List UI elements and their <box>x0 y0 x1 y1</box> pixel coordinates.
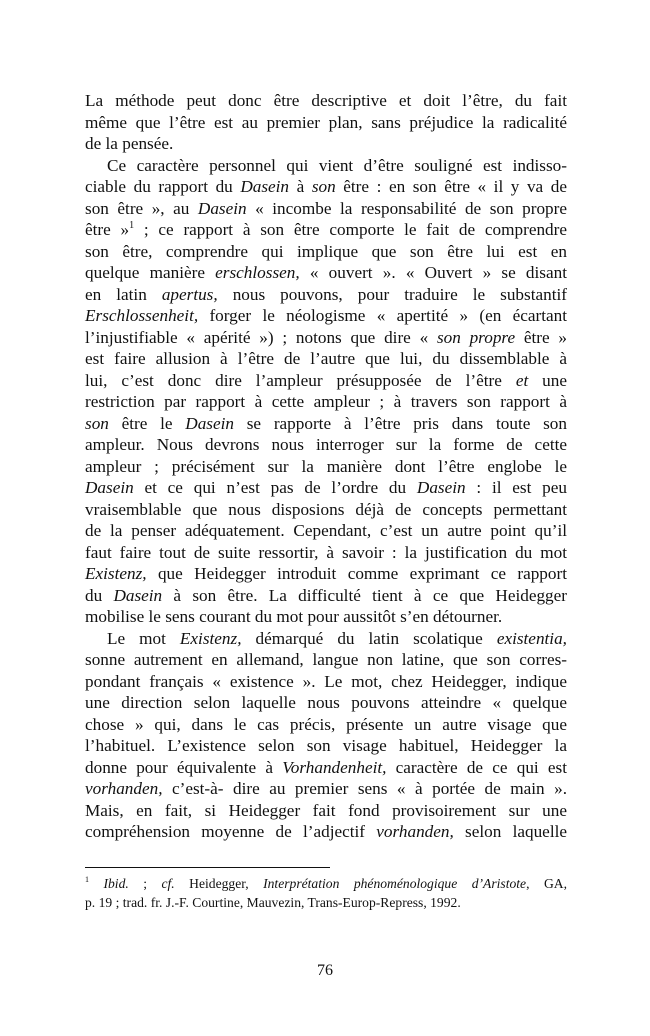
text-line <box>85 198 567 220</box>
footnote <box>85 874 567 912</box>
text-run: être : en son être « il y va de <box>335 177 567 196</box>
text-line <box>85 284 567 306</box>
text-run: c’est-à- dire au premier sens « à portée de main ». <box>162 779 567 798</box>
text-run: que Heidegger introduit comme exprimant ce rapport <box>146 564 567 583</box>
text-run: être » <box>85 220 130 239</box>
text-run: chose » qui, dans le cas précis, présente un autre visage que <box>85 714 567 734</box>
text-line <box>85 735 567 757</box>
text-run: son être », au <box>85 198 198 218</box>
text-run: une direction selon laquelle nous pouvons atteindre « quelque <box>85 693 567 712</box>
text-run: l’injustifiable « apérité ») ; notons que dire « <box>85 327 437 347</box>
text-line <box>85 241 567 263</box>
text-run: du <box>85 585 114 605</box>
text-line <box>85 757 567 779</box>
text-line <box>85 477 567 499</box>
text-line <box>85 821 567 843</box>
italic-text: Existenz, <box>179 628 242 648</box>
text-line <box>85 499 567 521</box>
text-line <box>85 133 567 155</box>
text-line <box>85 563 567 585</box>
text-run: Ce caractère personnel qui vient d’être souligné est indisso- <box>107 155 567 175</box>
text-run: p. 19 ; trad. fr. J.-F. Courtine, Mauvezin, Trans-Europ-Repress, 1992. <box>85 895 461 910</box>
italic-text: Vorhandenheit, <box>282 757 387 777</box>
italic-text: son <box>311 177 336 196</box>
text-run: : il est peu <box>465 478 567 497</box>
text-run: forger le néologisme « apertité » (en écartant <box>198 306 567 325</box>
text-run: « incombe la responsabilité de son propre <box>246 198 567 218</box>
text-run: sonne autrement en allemand, langue non latine, que son corres- <box>85 650 567 669</box>
text-line <box>85 90 567 112</box>
italic-text: vorhanden, <box>85 779 163 798</box>
text-run: de la pensée. <box>85 134 174 153</box>
text-run: son être, comprendre qui implique que son être lui est en <box>85 241 567 261</box>
text-line <box>85 413 567 435</box>
text-line <box>85 542 567 564</box>
text-line <box>85 692 567 714</box>
text-run: quelque manière <box>85 263 216 282</box>
text-run: lui, c’est donc dire l’ampleur présupposée de l’être <box>85 370 516 390</box>
italic-text: Dasein <box>85 478 134 497</box>
italic-text: Existenz, <box>85 564 147 583</box>
italic-text: Erschlossenheit, <box>85 306 199 325</box>
text-line <box>85 370 567 392</box>
text-line <box>85 606 567 628</box>
text-line <box>85 391 567 413</box>
text-run: compréhension moyenne de l’adjectif <box>85 822 377 841</box>
italic-text: erschlossen, <box>215 263 300 282</box>
text-run: ; <box>128 876 162 891</box>
text-line <box>85 456 567 478</box>
footnote-line <box>85 893 567 912</box>
text-run: La méthode peut donc être descriptive et doit l’être, du fait <box>85 91 567 110</box>
italic-text: son <box>85 413 109 433</box>
text-run: démarqué du latin scolatique <box>241 628 497 648</box>
text-run: même que l’être est au premier plan, sans préjudice la radicalité <box>85 112 567 132</box>
italic-text: vorhanden, <box>376 822 454 841</box>
text-run: une <box>528 370 567 390</box>
italic-text: Ibid. <box>103 876 129 891</box>
text-run: selon laquelle <box>453 822 567 841</box>
text-run: à son être. La difficulté tient à ce que Heidegger <box>162 585 567 605</box>
italic-text: Interprétation phénoménologique d’Aristote <box>263 876 527 891</box>
italic-text: Dasein <box>185 413 234 433</box>
text-run: vraisemblable que nous disposions déjà de concepts permettant <box>85 499 567 519</box>
text-run: pondant français « existence ». Le mot, chez Heidegger, indique <box>85 671 567 691</box>
text-line <box>85 628 567 650</box>
text-run: ciable du rapport du <box>85 177 241 196</box>
footnote-reference: 1 <box>129 220 135 231</box>
text-line <box>85 262 567 284</box>
text-run: Le mot <box>107 628 180 648</box>
italic-text: Dasein <box>197 198 247 218</box>
text-run: et ce qui n’est pas de l’ordre du <box>133 478 417 497</box>
text-run: être le <box>108 413 186 433</box>
text-run: Heidegger, <box>174 876 264 891</box>
text-line <box>85 585 567 607</box>
text-line <box>85 327 567 349</box>
text-run: ampleur. Nous devrons nous interroger sur la forme de cette <box>85 435 567 454</box>
text-run: faut faire tout de suite ressortir, à savoir : la justification du mot <box>85 542 567 562</box>
text-run: ; ce rapport à son être comporte le fait de comprendre <box>134 220 567 239</box>
text-run: Mais, en fait, si Heidegger fait fond provisoirement sur une <box>85 800 567 820</box>
footnote-reference: 1 <box>85 875 89 884</box>
text-line <box>85 649 567 671</box>
italic-text: et <box>515 370 529 390</box>
text-run: caractère de ce qui est <box>386 757 567 777</box>
text-line <box>85 671 567 693</box>
text-line <box>85 434 567 456</box>
text-run: restriction par rapport à cette ampleur ; à travers son rapport à <box>85 392 567 411</box>
text-run: « ouvert ». « Ouvert » se disant <box>299 263 567 282</box>
italic-text: cf. <box>161 876 175 891</box>
text-line <box>85 348 567 370</box>
text-run: à <box>289 177 312 196</box>
text-line <box>85 155 567 177</box>
text-run <box>89 876 103 891</box>
text-run: nous pouvons, pour traduire le substantif <box>217 284 567 304</box>
text-line <box>85 219 567 241</box>
italic-text: Dasein <box>113 585 163 605</box>
text-line <box>85 112 567 134</box>
text-run: ampleur ; précisément sur la manière dont l’être englobe le <box>85 456 567 476</box>
text-line <box>85 800 567 822</box>
italic-text: Dasein <box>240 177 290 196</box>
italic-text: Dasein <box>416 478 466 497</box>
body-text <box>85 90 567 843</box>
text-run: donne pour équivalente à <box>85 757 283 777</box>
footnote-line <box>85 874 567 893</box>
text-line <box>85 714 567 736</box>
text-run: mobilise le sens courant du mot pour aussitôt s’en détourner. <box>85 607 503 626</box>
text-line <box>85 305 567 327</box>
text-line <box>85 176 567 198</box>
text-run: en latin <box>85 284 162 304</box>
italic-text: son propre <box>436 327 516 347</box>
text-run: , GA, <box>526 876 567 891</box>
text-run: est faire allusion à l’être de l’autre que lui, du dissemblable à <box>85 349 567 368</box>
italic-text: apertus, <box>161 284 218 304</box>
text-run: l’habituel. L’existence selon son visage habituel, Heidegger la <box>85 736 567 755</box>
text-line <box>85 778 567 800</box>
italic-text: existentia, <box>496 628 567 648</box>
text-line <box>85 520 567 542</box>
text-run: de la penser adéquatement. Cependant, c’est un autre point qu’il <box>85 521 567 540</box>
page-number: 76 <box>317 962 333 979</box>
text-run: se rapporte à l’être pris dans toute son <box>234 413 567 433</box>
footnote-divider <box>85 867 330 868</box>
text-run: être » <box>515 327 567 347</box>
